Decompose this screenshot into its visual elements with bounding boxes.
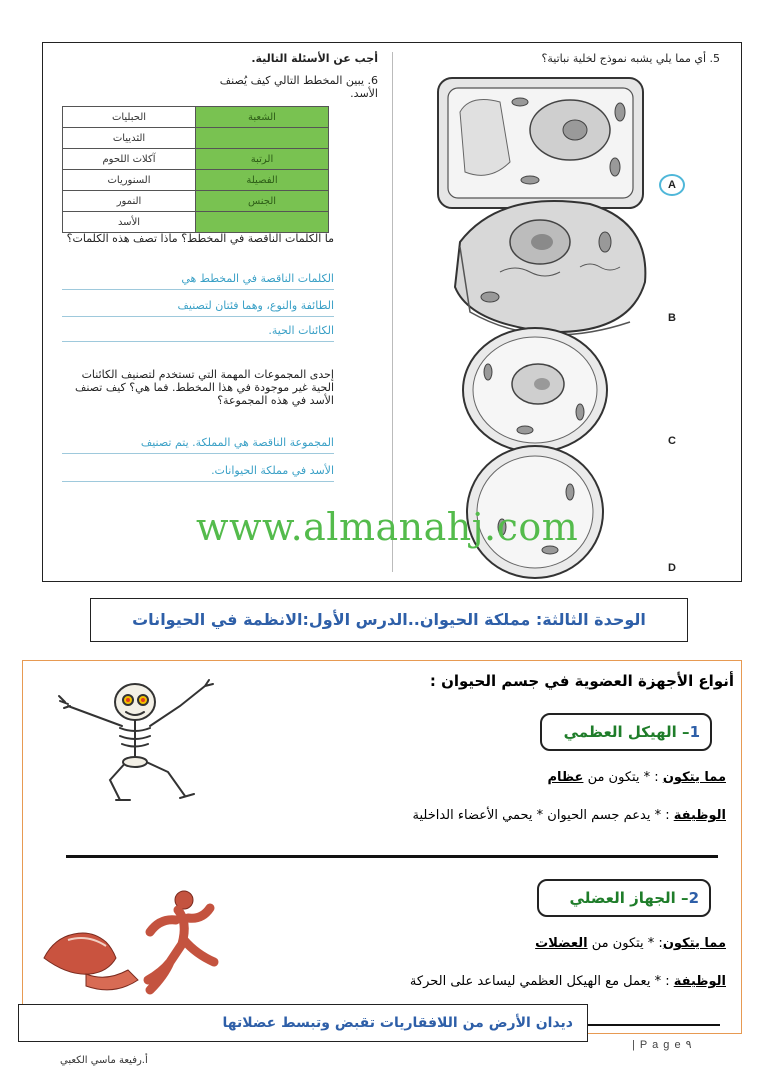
table-row — [63, 107, 329, 128]
answer-line — [62, 289, 334, 290]
table-row — [63, 170, 329, 191]
choice-a-label: A — [659, 174, 685, 196]
table-cell: الرتبة — [196, 149, 329, 170]
question-missing-words: ما الكلمات الناقصة في المخطط؟ ماذا تصف هذه الكلمات؟ — [66, 232, 334, 245]
answer-1-line-1: الكلمات الناقصة في المخطط هي — [181, 272, 334, 285]
section-1-made-of — [206, 770, 726, 785]
earthworm-note: ديدان الأرض من اللافقاريات تقبض وتبسط عضلاتها — [18, 1004, 588, 1042]
skeleton-illustration — [40, 676, 220, 806]
made-of-label: مما يتكون — [662, 770, 726, 785]
section-2-made-of — [306, 936, 726, 951]
muscle-illustration — [38, 880, 238, 1000]
answer-prompt: أجب عن الأسئلة التالية. — [251, 52, 378, 65]
table-row — [63, 128, 329, 149]
choice-b-label: B — [668, 312, 676, 324]
section-2-name: – الجهاز العضلي — [569, 889, 689, 907]
section-1-function — [206, 808, 726, 823]
section-2-number: 2 — [688, 889, 699, 907]
made-of-bold: العضلات — [535, 936, 588, 951]
table-cell: النمور — [63, 191, 196, 212]
classification-table — [62, 106, 329, 233]
table-row — [63, 191, 329, 212]
table-cell: الثدييات — [63, 128, 196, 149]
answer-line — [62, 453, 334, 454]
table-cell: الأسد — [63, 212, 196, 233]
function-text: : * يدعم جسم الحيوان * يحمي الأعضاء الداخلية — [412, 808, 674, 823]
table-row — [63, 149, 329, 170]
function-text: : * يعمل مع الهيكل العظمي ليساعد على الحركة — [409, 974, 674, 989]
table-cell: الجنس — [196, 191, 329, 212]
section-1-number: 1 — [689, 723, 700, 741]
section-2-function — [286, 974, 726, 989]
function-label: الوظيفة — [673, 808, 726, 823]
author-name: أ.رفيعة ماسي الكعبي — [60, 1055, 148, 1066]
table-cell: السنوريات — [63, 170, 196, 191]
answer-1-line-2: الطائفة والنوع، وهما فئتان لتصنيف — [177, 299, 334, 312]
table-cell: آكلات اللحوم — [63, 149, 196, 170]
answer-2-line-2: الأسد في مملكة الحيوانات. — [211, 464, 334, 477]
answer-1-line-3: الكائنات الحية. — [268, 324, 334, 337]
choice-d-label: D — [668, 562, 676, 574]
cell-a-diagram — [438, 78, 643, 208]
watermark: www.almanahj.com — [196, 505, 579, 549]
answer-line — [62, 481, 334, 482]
table-cell — [196, 212, 329, 233]
question-6: 6. يبين المخطط التالي كيف يُصنف الأسد. — [219, 74, 378, 100]
table-cell — [196, 128, 329, 149]
function-label: الوظيفة — [673, 974, 726, 989]
unit-title: الوحدة الثالثة: مملكة الحيوان..الدرس الأول:الانظمة في الحيوانات — [90, 598, 688, 642]
section-1-name: – الهيكل العظمي — [563, 723, 690, 741]
section-1-title — [540, 713, 712, 751]
section-divider — [66, 855, 718, 858]
table-cell: الحبليات — [63, 107, 196, 128]
made-of-text: : * يتكون من — [587, 936, 663, 951]
table-cell: الشعبة — [196, 107, 329, 128]
page-number: | P a g e ٩ — [632, 1039, 692, 1051]
table-row — [63, 212, 329, 233]
lesson-heading: أنواع الأجهزة العضوية في جسم الحيوان : — [429, 672, 734, 690]
cell-b-diagram — [455, 201, 645, 335]
answer-line — [62, 316, 334, 317]
table-cell: الفصيلة — [196, 170, 329, 191]
answer-line — [62, 341, 334, 342]
section-2-title — [537, 879, 711, 917]
cell-c-diagram — [463, 328, 607, 452]
answer-2-line-1: المجموعة الناقصة هي المملكة. يتم تصنيف — [140, 436, 334, 449]
question-5: 5. أي مما يلي يشبه نموذج لخلية نباتية؟ — [541, 52, 720, 65]
made-of-label: مما يتكون — [662, 936, 726, 951]
worksheet-divider — [392, 52, 393, 572]
made-of-bold: عظام — [547, 770, 584, 785]
choice-c-label: C — [668, 435, 676, 447]
made-of-text: : * يتكون من — [583, 770, 663, 785]
question-missing-group: إحدى المجموعات المهمة التي تستخدم لتصنيف الكائنات الحية غير موجودة في هذا المخطط. فما هي؟ كيف تصنف الأسد في هذه المجموعة؟ — [75, 368, 334, 407]
